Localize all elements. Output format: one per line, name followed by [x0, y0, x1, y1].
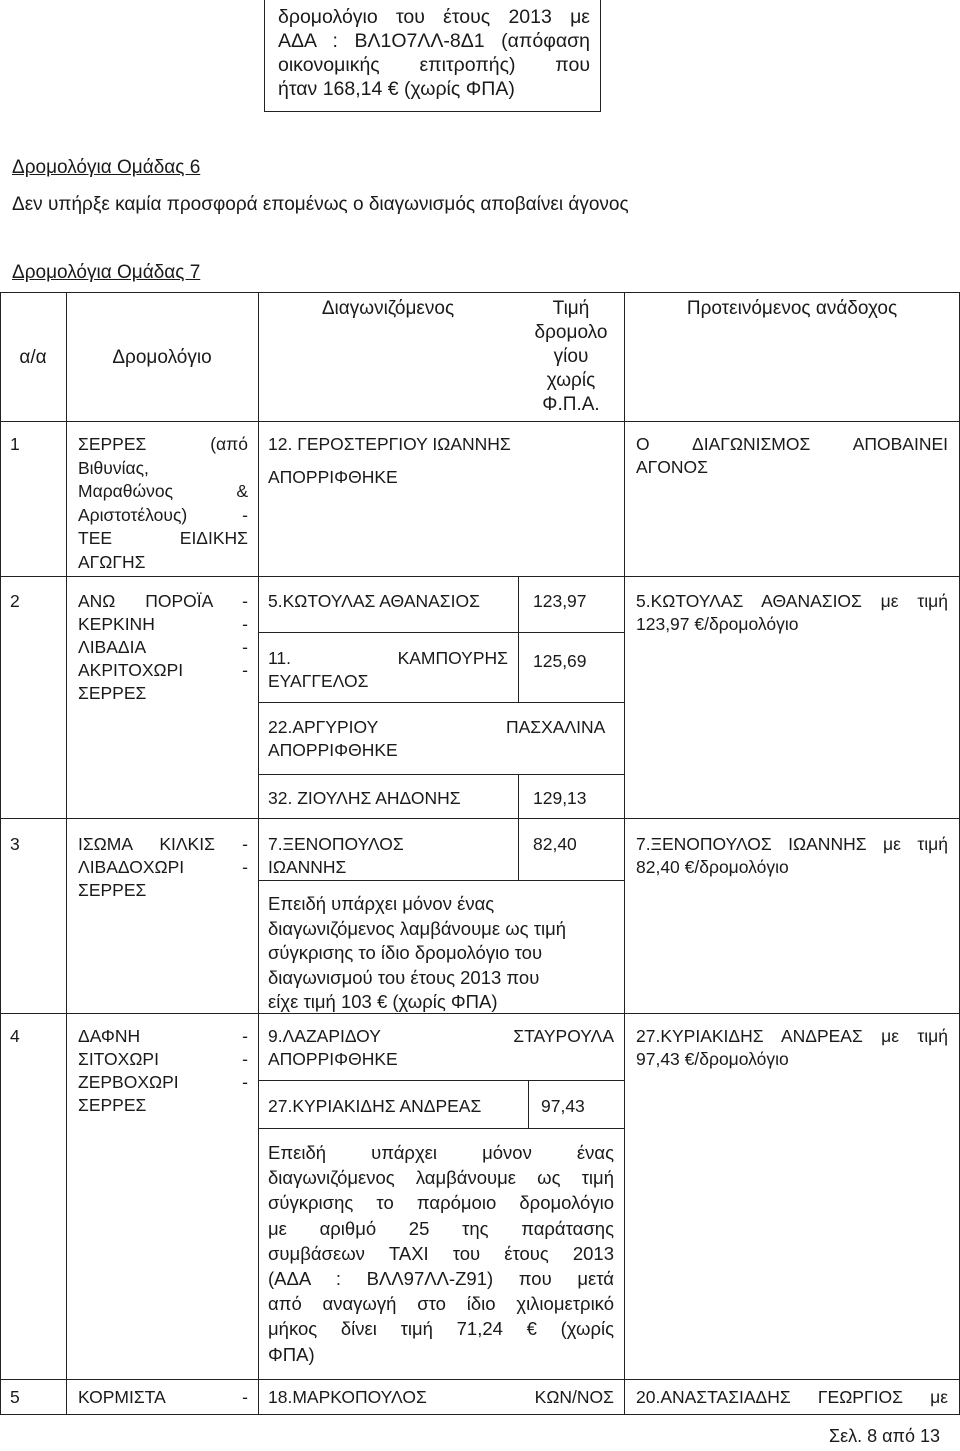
- row4-route: [78, 1025, 248, 1117]
- row3-route-line: ΙΣΩΜΑ ΚΙΛΚΙΣ -: [78, 834, 248, 854]
- row4-bidder-1-line: 9.ΛΑΖΑΡΙΔΟΥ ΣΤΑΥΡΟΥΛΑ: [268, 1026, 614, 1046]
- row5-aa: 5: [10, 1387, 20, 1407]
- top-table-right-border: [600, 0, 601, 112]
- row4-sub-price-divider: [528, 1080, 529, 1128]
- top-table-bottom-border: [264, 111, 601, 112]
- row2-bidder-1-name: 5.ΚΩΤΟΥΛΑΣ ΑΘΑΝΑΣΙΟΣ: [268, 591, 480, 611]
- row2-bidder-1-price: 123,97: [533, 591, 587, 611]
- row1-proposed: [636, 433, 948, 479]
- row1-route-line: Μαραθώνος &: [78, 481, 248, 501]
- row1-route-line: ΣΕΡΡΕΣ (από: [78, 434, 248, 454]
- row3-note: [268, 892, 614, 1015]
- row2-route-line: ΚΕΡΚΙΝΗ -: [78, 614, 248, 634]
- row4-aa: 4: [10, 1026, 20, 1046]
- header-price-line-1: Τιμή: [552, 298, 590, 319]
- row4-note-line: ΦΠΑ): [268, 1343, 315, 1365]
- row3-sub-price-divider: [518, 819, 519, 880]
- row2-sub-price-divider-a: [518, 577, 519, 702]
- top-table-left-border: [264, 0, 265, 112]
- row2-bidder-3-line: ΑΠΟΡΡΙΦΘΗΚΕ: [268, 740, 398, 760]
- row4-note-line: μήκος δίνει τιμή 71,24 € (χωρίς: [268, 1318, 614, 1340]
- top-cell-line-1: δρομολόγιο του έτους 2013 με: [278, 6, 590, 28]
- row3-bidder: [268, 833, 404, 879]
- row4-note-line: Επειδή υπάρχει μόνον ένας: [268, 1142, 614, 1163]
- row4-note-line: σύγκρισης το παρόμοιο δρομολόγιο: [268, 1192, 614, 1214]
- row2-route: [78, 590, 248, 705]
- row4-note-line: διαγωνιζόμενος λαμβάνουμε ως τιμή: [268, 1167, 614, 1189]
- row4-route-line: ΣΙΤΟΧΩΡΙ -: [78, 1049, 248, 1069]
- row2-bidder-2-line: 11. ΚΑΜΠΟΥΡΗΣ: [268, 648, 508, 668]
- row5-route: ΚΟΡΜΙΣΤΑ -: [78, 1387, 248, 1407]
- group7-heading: Δρομολόγια Ομάδας 7: [12, 262, 201, 283]
- row2-route-line: ΣΕΡΡΕΣ: [78, 683, 147, 703]
- row4-note: [268, 1140, 614, 1367]
- table-bottom-border: [0, 1414, 960, 1415]
- row3-note-line: διαγωνισμού του έτους 2013 που: [268, 966, 540, 988]
- row5-proposed: 20.ΑΝΑΣΤΑΣΙΑΔΗΣ ΓΕΩΡΓΙΟΣ με: [636, 1387, 948, 1407]
- group6-heading: Δρομολόγια Ομάδας 6: [12, 157, 201, 178]
- header-price-line-3: γίου: [553, 346, 589, 367]
- row4-route-line: ΣΕΡΡΕΣ: [78, 1095, 147, 1115]
- header-price-line-5: Φ.Π.Α.: [542, 394, 600, 415]
- row3-proposed-line: 7.ΞΕΝΟΠΟΥΛΟΣ ΙΩΑΝΝΗΣ με τιμή: [636, 834, 948, 854]
- row2-bidder-4-name: 32. ΖΙΟΥΛΗΣ ΑΗΔΟΝΗΣ: [268, 788, 461, 808]
- row4-note-line: από αναγωγή στο ίδιο χιλιομετρικό: [268, 1293, 614, 1315]
- row2-bottom-border: [0, 818, 960, 819]
- row1-route-line: Βιθυνίας,: [78, 457, 149, 478]
- row4-sub-border-1: [258, 1080, 624, 1081]
- row4-bidder-1-line: ΑΠΟΡΡΙΦΘΗΚΕ: [268, 1049, 398, 1069]
- row1-proposed-line: ΑΓΟΝΟΣ: [636, 457, 708, 477]
- row4-proposed-line: 27.ΚΥΡΙΑΚΙΔΗΣ ΑΝΔΡΕΑΣ με τιμή: [636, 1026, 948, 1046]
- header-price-line-2: δρομολο: [534, 322, 608, 343]
- row1-route-line: ΤΕΕ ΕΙΔΙΚΗΣ: [78, 528, 248, 548]
- table-header-bottom-border: [0, 421, 960, 422]
- col-divider-bidder: [258, 292, 259, 1415]
- row2-sub-price-divider-b: [518, 774, 519, 818]
- row3-route-line: ΣΕΡΡΕΣ: [78, 880, 147, 900]
- row3-route-line: ΛΙΒΑΔΟΧΩΡΙ -: [78, 857, 248, 877]
- row4-bottom-border: [0, 1379, 960, 1380]
- row3-proposed-line: 82,40 €/δρομολόγιο: [636, 857, 789, 877]
- row3-note-line: σύγκρισης το ίδιο δρομολόγιο του: [268, 942, 543, 963]
- row2-sub-border-3: [258, 774, 624, 775]
- group6-text: Δεν υπήρξε καμία προσφορά επομένως ο διαγωνισμός αποβαίνει άγονος: [12, 194, 629, 215]
- row2-route-line: ΑΚΡΙΤΟΧΩΡΙ -: [78, 660, 248, 680]
- row4-bidder-2-price: 97,43: [541, 1096, 585, 1116]
- row3-sub-border: [258, 880, 624, 881]
- header-price-line-4: χωρίς: [546, 370, 596, 391]
- row3-aa: 3: [10, 834, 20, 854]
- row2-bidder-4-price: 129,13: [533, 788, 587, 808]
- row2-sub-border-1: [258, 632, 624, 633]
- row1-proposed-line: Ο ΔΙΑΓΩΝΙΣΜΟΣ ΑΠΟΒΑΙΝΕΙ: [636, 434, 948, 454]
- row4-note-line: συμβάσεων TAXI του έτους 2013: [268, 1242, 614, 1264]
- row2-bidder-3-extra: ΠΑΣΧΑΛΙΝΑ: [506, 717, 606, 737]
- row3-route: [78, 833, 248, 902]
- row3-proposed: [636, 833, 948, 879]
- row1-aa: 1: [10, 434, 20, 454]
- top-cell-line-3: οικονομικής επιτροπής) που: [278, 54, 590, 76]
- row2-bidder-2-price: 125,69: [533, 651, 587, 671]
- table-left-border: [0, 292, 1, 1415]
- row4-route-line: ΖΕΡΒΟΧΩΡΙ -: [78, 1072, 248, 1092]
- row1-bidder-status: ΑΠΟΡΡΙΦΘΗΚΕ: [268, 467, 398, 487]
- row2-proposed: [636, 590, 948, 636]
- col-divider-price: [624, 292, 625, 1415]
- row2-proposed-line: 123,97 €/δρομολόγιο: [636, 614, 799, 634]
- header-bidder: Διαγωνιζόμενος: [321, 298, 455, 319]
- row2-sub-border-2: [258, 702, 624, 703]
- row1-route-line: ΑΓΩΓΗΣ: [78, 551, 146, 572]
- header-aa: α/α: [19, 347, 47, 368]
- page-number: Σελ. 8 από 13: [828, 1426, 940, 1446]
- row1-route: [78, 433, 248, 574]
- row4-bidder-1: [268, 1025, 614, 1071]
- row2-aa: 2: [10, 591, 20, 611]
- row4-note-line: με αριθμό 25 της παράτασης: [268, 1217, 614, 1239]
- row4-bidder-2-name: 27.ΚΥΡΙΑΚΙΔΗΣ ΑΝΔΡΕΑΣ: [268, 1096, 482, 1116]
- header-price: [518, 297, 624, 417]
- row4-proposed: [636, 1025, 948, 1071]
- row1-bidder: 12. ΓΕΡΟΣΤΕΡΓΙΟΥ ΙΩΑΝΝΗΣ: [268, 434, 511, 454]
- row3-note-line: Επειδή υπάρχει μόνον ένας: [268, 893, 495, 914]
- row3-note-line: διαγωνιζόμενος λαμβάνουμε ως τιμή: [268, 917, 567, 939]
- row3-bidder-line: ΙΩΑΝΝΗΣ: [268, 857, 347, 877]
- row1-route-line: Αριστοτέλους) -: [78, 504, 248, 525]
- row3-price: 82,40: [533, 834, 577, 854]
- row2-route-line: ΑΝΩ ΠΟΡΟΪΑ -: [78, 591, 248, 611]
- table-top-border: [0, 292, 960, 293]
- row3-bidder-line: 7.ΞΕΝΟΠΟΥΛΟΣ: [268, 834, 404, 854]
- row5-bidder: 18.ΜΑΡΚΟΠΟΥΛΟΣ ΚΩΝ/ΝΟΣ: [268, 1387, 614, 1407]
- row2-bidder-3-name: [268, 716, 398, 762]
- row4-proposed-line: 97,43 €/δρομολόγιο: [636, 1049, 789, 1069]
- row3-note-line: είχε τιμή 103 € (χωρίς ΦΠΑ): [268, 991, 498, 1012]
- row1-bottom-border: [0, 576, 960, 577]
- row2-bidder-2-name: [268, 647, 508, 693]
- row4-sub-border-2: [258, 1128, 624, 1129]
- row4-note-line: (ΑΔΑ : ΒΛΛ97ΛΛ-Ζ91) που μετά: [268, 1268, 614, 1290]
- top-cell-line-2: ΑΔΑ : ΒΛ1Ο7ΛΛ-8Δ1 (απόφαση: [278, 30, 590, 52]
- header-route: Δρομολόγιο: [112, 347, 212, 368]
- row2-route-line: ΛΙΒΑΔΙΑ -: [78, 637, 248, 657]
- col-divider-route: [66, 292, 67, 1415]
- row2-proposed-line: 5.ΚΩΤΟΥΛΑΣ ΑΘΑΝΑΣΙΟΣ με τιμή: [636, 591, 948, 611]
- header-proposed: Προτεινόμενος ανάδοχος: [686, 298, 898, 319]
- top-cell-line-4: ήταν 168,14 € (χωρίς ΦΠΑ): [278, 78, 515, 100]
- row2-bidder-3-line: 22.ΑΡΓΥΡΙΟΥ: [268, 717, 379, 737]
- row2-bidder-2-line: ΕΥΑΓΓΕΛΟΣ: [268, 671, 369, 691]
- row4-route-line: ΔΑΦΝΗ -: [78, 1026, 248, 1046]
